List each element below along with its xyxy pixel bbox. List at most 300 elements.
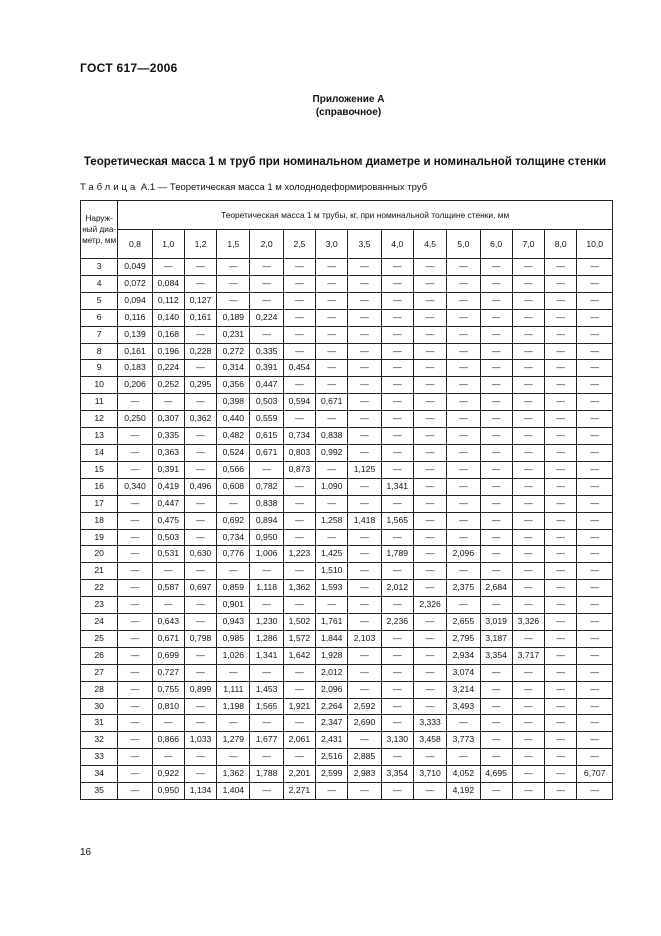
table-row (81, 275, 613, 292)
mass-cell: — (348, 783, 381, 800)
thickness-column-header: 7,0 (512, 230, 544, 259)
mass-cell: 0,692 (217, 512, 250, 529)
thickness-column-header: 4,0 (381, 230, 413, 259)
mass-cell: 1,593 (316, 580, 348, 597)
mass-cell: — (512, 783, 544, 800)
mass-cell: — (348, 360, 381, 377)
mass-cell: — (447, 495, 480, 512)
mass-cell: — (184, 597, 216, 614)
mass-cell: 2,795 (447, 630, 480, 647)
mass-cell: 2,103 (348, 630, 381, 647)
table-row (81, 614, 613, 631)
mass-cell: — (447, 749, 480, 766)
mass-cell: — (480, 360, 512, 377)
mass-cell: — (577, 428, 613, 445)
mass-cell: 2,236 (381, 614, 413, 631)
mass-cell: — (512, 529, 544, 546)
mass-cell: — (512, 681, 544, 698)
mass-cell: — (577, 394, 613, 411)
mass-cell: — (250, 715, 283, 732)
diameter-cell: 13 (81, 428, 118, 445)
mass-cell: 0,838 (250, 495, 283, 512)
mass-cell: — (381, 495, 413, 512)
diameter-cell: 22 (81, 580, 118, 597)
mass-cell: — (316, 309, 348, 326)
mass-cell: — (118, 428, 152, 445)
table-row (81, 664, 613, 681)
diameter-cell: 23 (81, 597, 118, 614)
mass-cell: — (250, 461, 283, 478)
mass-cell: — (512, 732, 544, 749)
mass-cell: — (283, 597, 315, 614)
mass-cell: 2,934 (447, 647, 480, 664)
mass-cell: 2,690 (348, 715, 381, 732)
diameter-cell: 35 (81, 783, 118, 800)
mass-cell: — (118, 597, 152, 614)
mass-cell: 1,286 (250, 630, 283, 647)
mass-cell: — (545, 749, 577, 766)
mass-cell: — (545, 647, 577, 664)
mass-cell: — (217, 715, 250, 732)
mass-cell: 3,717 (512, 647, 544, 664)
mass-cell: — (512, 428, 544, 445)
mass-cell: — (512, 546, 544, 563)
mass-cell: — (447, 512, 480, 529)
mass-cell: 1,572 (283, 630, 315, 647)
mass-cell: — (217, 664, 250, 681)
mass-cell: — (381, 292, 413, 309)
mass-cell: 1,789 (381, 546, 413, 563)
mass-cell: — (480, 461, 512, 478)
mass-cell: 2,885 (348, 749, 381, 766)
diameter-cell: 11 (81, 394, 118, 411)
mass-cell: 0,524 (217, 444, 250, 461)
mass-cell: 2,264 (316, 698, 348, 715)
mass-cell: — (413, 698, 446, 715)
mass-cell: — (184, 614, 216, 631)
mass-cell: — (381, 461, 413, 478)
mass-cell: 0,671 (250, 444, 283, 461)
mass-cell: 2,012 (316, 664, 348, 681)
mass-cell: 3,130 (381, 732, 413, 749)
mass-cell: 0,810 (152, 698, 184, 715)
mass-cell: — (381, 343, 413, 360)
mass-cell: 0,314 (217, 360, 250, 377)
mass-cell: — (577, 529, 613, 546)
mass-cell: — (348, 259, 381, 276)
mass-cell: — (118, 749, 152, 766)
mass-cell: — (545, 275, 577, 292)
mass-cell: — (250, 597, 283, 614)
mass-cell: — (480, 715, 512, 732)
mass-cell: — (184, 360, 216, 377)
mass-cell: — (217, 292, 250, 309)
mass-cell: — (118, 444, 152, 461)
mass-cell: — (577, 749, 613, 766)
mass-cell: — (413, 546, 446, 563)
mass-cell: — (348, 411, 381, 428)
diameter-cell: 10 (81, 377, 118, 394)
diameter-cell: 19 (81, 529, 118, 546)
table-row (81, 428, 613, 445)
mass-cell: 2,592 (348, 698, 381, 715)
mass-cell: — (184, 444, 216, 461)
table-row (81, 783, 613, 800)
mass-cell: — (348, 732, 381, 749)
table-row (81, 309, 613, 326)
mass-cell: 0,127 (184, 292, 216, 309)
mass-cell: 0,699 (152, 647, 184, 664)
mass-cell: — (577, 411, 613, 428)
diameter-cell: 25 (81, 630, 118, 647)
mass-cell: 2,983 (348, 766, 381, 783)
mass-cell: — (283, 259, 315, 276)
mass-cell: — (413, 428, 446, 445)
mass-cell: — (447, 326, 480, 343)
diameter-cell: 30 (81, 698, 118, 715)
mass-cell: — (545, 495, 577, 512)
table-row (81, 529, 613, 546)
mass-cell: 1,362 (217, 766, 250, 783)
thickness-column-header: 10,0 (577, 230, 613, 259)
mass-cell: — (348, 597, 381, 614)
mass-cell: 0,419 (152, 478, 184, 495)
mass-cell: — (480, 681, 512, 698)
table-row (81, 411, 613, 428)
mass-cell: — (480, 394, 512, 411)
mass-cell: 1,453 (250, 681, 283, 698)
mass-cell: 3,354 (381, 766, 413, 783)
thickness-column-header: 5,0 (447, 230, 480, 259)
mass-cell: — (316, 495, 348, 512)
mass-cell: — (152, 597, 184, 614)
mass-cell: — (413, 309, 446, 326)
mass-cell: — (118, 630, 152, 647)
mass-cell: 0,859 (217, 580, 250, 597)
mass-cell: 0,496 (184, 478, 216, 495)
mass-cell: — (184, 749, 216, 766)
mass-cell: — (184, 647, 216, 664)
mass-cell: — (283, 377, 315, 394)
diameter-cell: 4 (81, 275, 118, 292)
mass-cell: — (250, 326, 283, 343)
mass-cell: — (184, 563, 216, 580)
mass-cell: — (545, 428, 577, 445)
mass-cell: 0,447 (250, 377, 283, 394)
mass-cell: — (316, 461, 348, 478)
mass-cell: — (577, 495, 613, 512)
thickness-column-header: 3,0 (316, 230, 348, 259)
mass-cell: 0,363 (152, 444, 184, 461)
mass-cell: — (283, 326, 315, 343)
thickness-column-header: 4,5 (413, 230, 446, 259)
mass-cell: — (480, 529, 512, 546)
mass-cell: — (413, 360, 446, 377)
mass-cell: — (577, 783, 613, 800)
mass-cell: — (250, 292, 283, 309)
diameter-cell: 34 (81, 766, 118, 783)
mass-cell: 1,844 (316, 630, 348, 647)
mass-cell: 0,615 (250, 428, 283, 445)
mass-cell: — (545, 681, 577, 698)
mass-cell: — (413, 783, 446, 800)
mass-cell: — (184, 259, 216, 276)
mass-cell: — (545, 529, 577, 546)
mass-cell: — (348, 444, 381, 461)
mass-header: Теоретическая масса 1 м трубы, кг, при номинальной толщине стенки, мм (118, 201, 613, 230)
mass-cell: — (480, 259, 512, 276)
mass-cell: — (283, 411, 315, 428)
mass-cell: — (577, 478, 613, 495)
mass-cell: — (413, 394, 446, 411)
mass-cell: — (381, 630, 413, 647)
mass-cell: 3,493 (447, 698, 480, 715)
mass-cell: — (283, 681, 315, 698)
mass-cell: — (577, 732, 613, 749)
mass-cell: 0,252 (152, 377, 184, 394)
mass-cell: 0,398 (217, 394, 250, 411)
mass-cell: — (184, 275, 216, 292)
mass-cell: 2,096 (316, 681, 348, 698)
mass-cell: 0,755 (152, 681, 184, 698)
mass-cell: — (545, 377, 577, 394)
mass-cell: — (577, 698, 613, 715)
diameter-cell: 33 (81, 749, 118, 766)
mass-cell: — (283, 478, 315, 495)
mass-cell: — (512, 563, 544, 580)
mass-cell: — (480, 597, 512, 614)
mass-cell: — (118, 664, 152, 681)
table-row (81, 360, 613, 377)
mass-cell: — (577, 715, 613, 732)
table-row (81, 478, 613, 495)
mass-cell: — (381, 597, 413, 614)
diameter-cell: 31 (81, 715, 118, 732)
mass-cell: — (118, 732, 152, 749)
mass-cell: 1,677 (250, 732, 283, 749)
diameter-cell: 6 (81, 309, 118, 326)
mass-cell: — (480, 698, 512, 715)
mass-cell: 0,272 (217, 343, 250, 360)
mass-cell: — (447, 411, 480, 428)
mass-cell: 2,271 (283, 783, 315, 800)
mass-cell: — (413, 681, 446, 698)
mass-cell: 1,362 (283, 580, 315, 597)
mass-cell: — (316, 411, 348, 428)
mass-cell: — (577, 597, 613, 614)
mass-cell: — (118, 783, 152, 800)
mass-cell: — (512, 444, 544, 461)
mass-table (80, 200, 613, 800)
mass-cell: — (480, 732, 512, 749)
diameter-cell: 8 (81, 343, 118, 360)
diameter-cell: 21 (81, 563, 118, 580)
table-row (81, 546, 613, 563)
mass-cell: — (480, 377, 512, 394)
diameter-cell: 12 (81, 411, 118, 428)
mass-cell: 2,347 (316, 715, 348, 732)
mass-cell: — (545, 512, 577, 529)
mass-cell: 0,362 (184, 411, 216, 428)
mass-cell: — (545, 715, 577, 732)
diameter-cell: 20 (81, 546, 118, 563)
mass-cell: 0,139 (118, 326, 152, 343)
mass-cell: 1,230 (250, 614, 283, 631)
table-row (81, 715, 613, 732)
mass-cell: — (316, 783, 348, 800)
mass-cell: — (447, 343, 480, 360)
mass-cell: 1,565 (381, 512, 413, 529)
mass-cell: 2,684 (480, 580, 512, 597)
mass-cell: — (381, 411, 413, 428)
mass-cell: — (577, 681, 613, 698)
mass-cell: 0,112 (152, 292, 184, 309)
diameter-cell: 3 (81, 259, 118, 276)
mass-cell: — (348, 377, 381, 394)
thickness-header-row (81, 230, 613, 259)
mass-cell: — (447, 444, 480, 461)
mass-cell: 0,643 (152, 614, 184, 631)
mass-cell: — (577, 275, 613, 292)
mass-cell: 2,326 (413, 597, 446, 614)
mass-cell: 2,201 (283, 766, 315, 783)
table-row (81, 698, 613, 715)
mass-cell: — (184, 394, 216, 411)
mass-cell: — (348, 529, 381, 546)
mass-cell: 0,776 (217, 546, 250, 563)
mass-cell: — (250, 275, 283, 292)
mass-cell: — (577, 343, 613, 360)
mass-cell: 0,559 (250, 411, 283, 428)
mass-cell: — (545, 783, 577, 800)
table-caption-text: А.1 — Теоретическая масса 1 м холоднодеформированных труб (140, 182, 428, 193)
annex-subtitle: (справочное) (315, 107, 382, 118)
diameter-cell: 18 (81, 512, 118, 529)
mass-cell: 1,134 (184, 783, 216, 800)
mass-cell: — (512, 749, 544, 766)
mass-cell: — (381, 664, 413, 681)
thickness-column-header: 1,0 (152, 230, 184, 259)
mass-cell: — (413, 411, 446, 428)
diameter-cell: 5 (81, 292, 118, 309)
mass-cell: — (512, 766, 544, 783)
mass-cell: — (250, 664, 283, 681)
mass-cell: — (512, 495, 544, 512)
mass-cell: — (348, 309, 381, 326)
mass-cell: 0,671 (316, 394, 348, 411)
mass-cell: — (577, 630, 613, 647)
mass-cell: — (381, 444, 413, 461)
mass-cell: 0,391 (250, 360, 283, 377)
mass-cell: — (413, 461, 446, 478)
mass-cell: — (577, 360, 613, 377)
mass-cell: 0,587 (152, 580, 184, 597)
mass-cell: — (480, 478, 512, 495)
mass-cell: — (577, 259, 613, 276)
mass-cell: — (512, 478, 544, 495)
mass-cell: 0,116 (118, 309, 152, 326)
mass-cell: — (381, 715, 413, 732)
mass-cell: — (381, 428, 413, 445)
table-row (81, 580, 613, 597)
mass-cell: 0,950 (250, 529, 283, 546)
diameter-cell: 14 (81, 444, 118, 461)
diameter-cell: 32 (81, 732, 118, 749)
thickness-column-header: 2,0 (250, 230, 283, 259)
mass-cell: — (184, 766, 216, 783)
table-row (81, 749, 613, 766)
diameter-header: Наруж-ный диа-метр, мм (81, 201, 118, 259)
mass-cell: — (545, 664, 577, 681)
mass-cell: 0,899 (184, 681, 216, 698)
mass-cell: — (512, 512, 544, 529)
mass-cell: — (184, 428, 216, 445)
table-row (81, 732, 613, 749)
mass-cell: — (381, 326, 413, 343)
mass-cell: 0,250 (118, 411, 152, 428)
mass-cell: 1,258 (316, 512, 348, 529)
mass-cell: 3,074 (447, 664, 480, 681)
mass-cell: — (545, 343, 577, 360)
mass-cell: — (381, 749, 413, 766)
mass-cell: — (512, 461, 544, 478)
mass-cell: — (283, 343, 315, 360)
mass-cell: — (283, 292, 315, 309)
mass-cell: — (447, 428, 480, 445)
mass-cell: — (381, 698, 413, 715)
mass-cell: — (381, 377, 413, 394)
mass-cell: 3,214 (447, 681, 480, 698)
mass-cell: — (545, 360, 577, 377)
mass-cell: — (447, 309, 480, 326)
mass-cell: 3,354 (480, 647, 512, 664)
table-row (81, 343, 613, 360)
mass-cell: 4,192 (447, 783, 480, 800)
mass-cell: — (480, 343, 512, 360)
mass-cell: — (118, 394, 152, 411)
mass-cell: 0,307 (152, 411, 184, 428)
table-row (81, 444, 613, 461)
mass-cell: 1,425 (316, 546, 348, 563)
annex-title: Приложение А (312, 94, 385, 105)
diameter-cell: 15 (81, 461, 118, 478)
mass-cell: — (413, 647, 446, 664)
mass-cell: 0,734 (217, 529, 250, 546)
mass-cell: 0,228 (184, 343, 216, 360)
mass-cell: — (480, 326, 512, 343)
mass-cell: — (118, 715, 152, 732)
mass-cell: — (283, 563, 315, 580)
mass-cell: — (184, 715, 216, 732)
mass-cell: — (447, 292, 480, 309)
mass-cell: 1,404 (217, 783, 250, 800)
diameter-cell: 16 (81, 478, 118, 495)
mass-cell: — (545, 309, 577, 326)
mass-cell: — (447, 563, 480, 580)
mass-cell: 0,727 (152, 664, 184, 681)
mass-cell: — (512, 309, 544, 326)
mass-cell: — (545, 698, 577, 715)
mass-cell: 1,006 (250, 546, 283, 563)
mass-cell: — (512, 394, 544, 411)
mass-cell: — (447, 597, 480, 614)
mass-cell: — (381, 563, 413, 580)
mass-cell: — (545, 546, 577, 563)
diameter-cell: 26 (81, 647, 118, 664)
mass-cell: — (283, 512, 315, 529)
mass-cell: 3,187 (480, 630, 512, 647)
mass-cell: — (480, 546, 512, 563)
